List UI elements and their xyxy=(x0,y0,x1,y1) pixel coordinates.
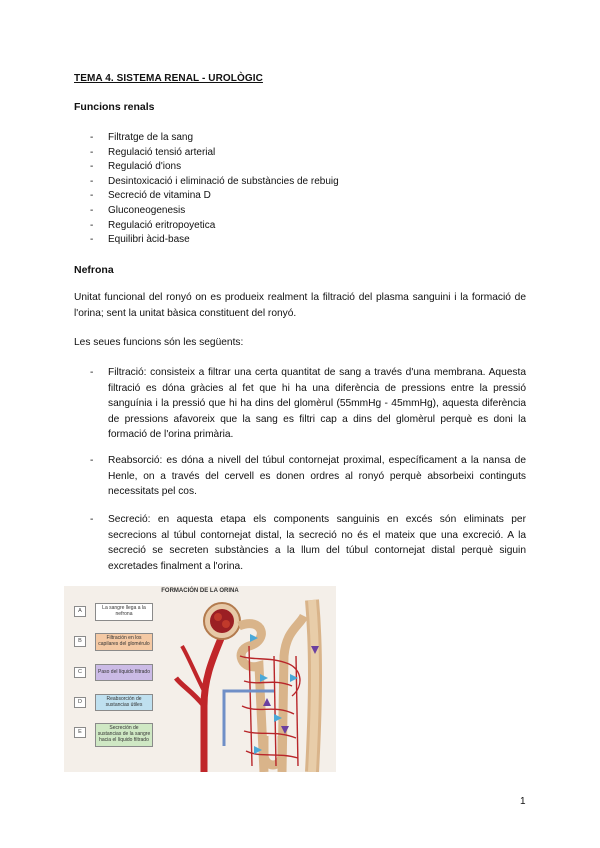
section-heading-funcions: Funcions renals xyxy=(74,101,155,113)
section-heading-nefrona: Nefrona xyxy=(74,264,114,276)
document-title: TEMA 4. SISTEMA RENAL - UROLÒGIC xyxy=(74,73,263,84)
list-item: - Equilibri àcid-base xyxy=(90,234,190,246)
list-item: - Regulació eritropoyetica xyxy=(90,219,216,231)
bullet-filtracio: - Filtració: consisteix a filtrar una certa quantitat de sang a través d'una membrana. Aquesta filtració es dóna gràcies al fet que hi ha una diferència de pressions entre la pressió sanguínia i la pressió que hi ha dins del glomèrul (55mmHg - 45mmHg), aquesta diferència de pressions afavoreix que la sang es filtri cap a dins del glomèrul perquè es doni la formació de l'orina primària. xyxy=(90,367,526,440)
legend-box-d: Reabsorción de sustancias útiles xyxy=(95,694,153,711)
list-item: - Filtratge de la sang xyxy=(90,132,194,143)
legend-letter-a: A xyxy=(74,606,86,617)
urine-formation-figure xyxy=(64,586,336,772)
functions-intro: Les seues funcions són les següents: xyxy=(74,337,244,348)
list-item: - Regulació d'ions xyxy=(90,161,182,173)
legend-letter-e: E xyxy=(74,727,86,738)
figure-title: FORMACIÓN DE LA ORINA xyxy=(161,588,239,594)
nefrona-intro: Unitat funcional del ronyó on es produeix realment la filtració del plasma sanguini i la formació de l'orina; sent la unitat bàsica constituent del ronyó. xyxy=(74,292,526,319)
legend-letter-b: B xyxy=(74,636,86,647)
legend-box-a: La sangre llega a la nefrona xyxy=(95,603,153,621)
legend-box-b: Filtración en los capilares del glomérulo xyxy=(95,633,153,651)
legend-letter-c: C xyxy=(74,667,86,678)
list-item: - Regulació tensió arterial xyxy=(90,146,216,158)
legend-box-c: Paso del líquido filtrado xyxy=(95,664,153,681)
legend-letter-d: D xyxy=(74,697,86,708)
bullet-secrecio: - Secreció: en aquesta etapa els components sanguinis en excés són eliminats per secrecions al túbul contornejat distal, la secreció no és el mateix que una excreció. A la secreció se secreten substàncies a la llum del túbul contornejat distal perquè siguin excretades finalment a l'orina. xyxy=(90,514,526,572)
list-item: - Gluconeogenesis xyxy=(90,204,186,216)
list-item: - Desintoxicació i eliminació de substàncies de rebuig xyxy=(90,175,339,187)
bullet-reabsorcio: - Reabsorció: es dóna a nivell del túbul contornejat proximal, específicament a la nansa de Henle, on a través del cervell es donen ordres al ronyó perquè absorbeixi continguts necessitats pel cos. xyxy=(90,455,526,497)
legend-box-e: Secreción de sustancias de la sangre hacia el líquido filtrado xyxy=(95,723,153,747)
list-item: - Secreció de vitamina D xyxy=(90,190,211,202)
funcions-list xyxy=(90,131,339,248)
page-number: 1 xyxy=(520,796,526,807)
